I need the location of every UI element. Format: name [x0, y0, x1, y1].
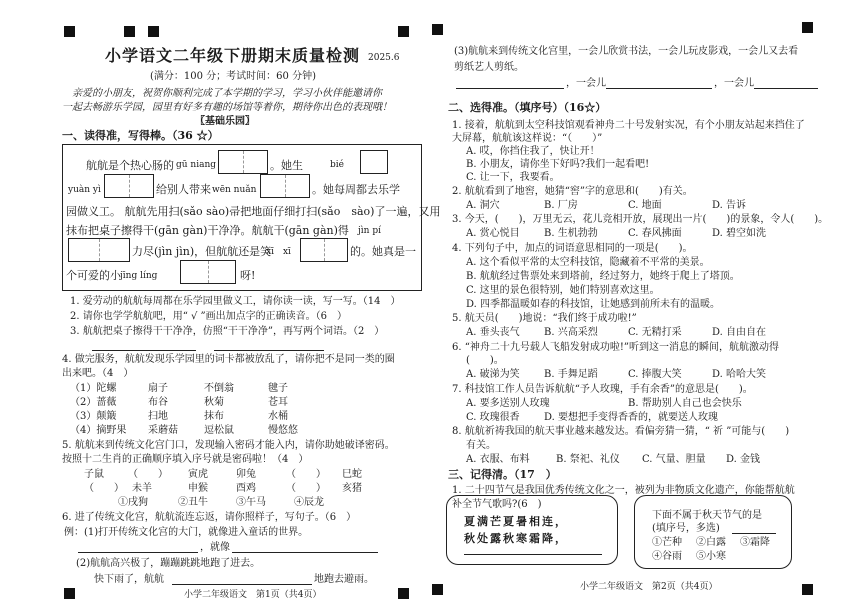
passage-line: 。她生 — [270, 159, 303, 172]
choice-option[interactable]: B. 航航经过售票处来到塔前，经过努力，她终于爬上了塔顶。 — [466, 271, 740, 282]
registration-mark — [802, 22, 813, 33]
zodiac-option: ①戌狗 — [118, 497, 148, 508]
choice-option[interactable]: B. 手舞足蹈 — [544, 369, 598, 380]
choice-question: 3. 今天，( )，万里无云，花儿竞相开放，展现出一片( )的景象，令人( )。 — [452, 214, 829, 225]
word-group[interactable]: （4）摘野果 — [70, 425, 127, 436]
passage-line: 个可爱的小 — [66, 269, 121, 282]
answer-line[interactable] — [606, 88, 712, 89]
answer-line[interactable] — [456, 88, 564, 89]
word-item[interactable]: 水桶 — [268, 411, 288, 422]
section-label: 〖基础乐园〗 — [195, 116, 255, 127]
registration-mark — [432, 584, 443, 595]
box-question-hint: (填序号，多选) — [652, 523, 720, 534]
word-group[interactable]: （2）蔷薇 — [70, 397, 117, 408]
writing-grid[interactable] — [260, 174, 310, 198]
choice-option[interactable]: C. 气量、胆量 — [642, 454, 706, 465]
intro-line-2: 一起去畅游乐学园，园里有好多有趣的场馆等着你，期待你出色的表现哦！ — [62, 102, 392, 113]
sub-question-6: 6. 进了传统文化宫，航航流连忘返，请你照样子，写句子。（6 ） — [62, 512, 357, 523]
passage-line: 给别人带来 — [156, 183, 211, 196]
term-option: ④谷雨 — [652, 551, 682, 562]
pinyin-prompt: wēn nuǎn — [212, 185, 257, 195]
word-item[interactable]: 苍耳 — [268, 397, 288, 408]
exam-meta: (满分：100 分；考试时间：60 分钟) — [150, 71, 316, 82]
sub-question-5: 5. 航航来到传统文化宫门口，发现输入密码才能入内，请你助她破译密码。 — [62, 440, 395, 451]
choice-option[interactable]: C. 无精打采 — [628, 327, 682, 338]
word-item[interactable]: 慢悠悠 — [268, 425, 298, 436]
zodiac-option: ③午马 — [236, 497, 266, 508]
right-page — [430, 0, 860, 608]
choice-option[interactable]: B. 小朋友，请你坐下好吗?我们一起看吧! — [466, 159, 650, 170]
sub-question-3: 3. 航航把桌子擦得干干净净，仿照“干干净净”，再写两个词语。（2 ） — [70, 326, 385, 337]
question-3-heading: 三、记得清。（17 ） — [448, 468, 557, 481]
song-line: 秋处露秋寒霜降， — [464, 532, 568, 545]
pinyin-prompt: jìn pí — [358, 226, 381, 236]
zodiac-option: ②丑牛 — [178, 497, 208, 508]
answer-line[interactable] — [214, 350, 324, 351]
zodiac: 未羊 — [132, 483, 152, 494]
sentence-fragment: 地跑去避雨。 — [314, 574, 374, 585]
writing-grid[interactable] — [180, 260, 236, 284]
choice-option[interactable]: B. 帮助别人自己也会快乐 — [628, 398, 742, 409]
choice-option[interactable]: C. 这里的景色很特别，她们特别喜欢这里。 — [466, 285, 660, 296]
zodiac: 申猴 — [188, 483, 208, 494]
sub-question-4: 4. 做完服务，航航发现乐学园里的词卡都被放乱了，请你把不是同一类的圈 — [62, 354, 395, 365]
choice-question: 7. 科技馆工作人员告诉航航“予人玫瑰，手有余香”的意思是( )。 — [452, 384, 753, 395]
word-group[interactable]: （3）颠簸 — [70, 411, 117, 422]
exam-date: 2025.6 — [368, 53, 400, 63]
pinyin-prompt: xī xī — [266, 247, 291, 257]
registration-mark — [398, 26, 409, 37]
registration-mark — [124, 26, 135, 37]
answer-line[interactable] — [78, 552, 198, 553]
zodiac: 酉鸡 — [236, 483, 256, 494]
answer-line[interactable] — [92, 350, 196, 351]
word-item[interactable]: 扫地 — [148, 411, 168, 422]
choice-question: 1. 接着，航航到太空科技馆观看神舟二十号发射实况，有个小朋友站起来挡住了 — [452, 120, 805, 131]
choice-question: 2. 航航看到了地窖，她猜“窖”字的意思和( )有关。 — [452, 186, 693, 197]
word-item[interactable]: 秋菊 — [204, 397, 224, 408]
registration-mark — [432, 24, 443, 35]
page-footer: 小学二年级语文 第2页（共4页） — [580, 582, 718, 592]
choice-option[interactable]: D. 自由自在 — [712, 327, 767, 338]
exam-title: 小学语文二年级下册期末质量检测 — [105, 46, 361, 65]
example-sentence: 例：(1)打开传统文化宫的大门，就像进入童话的世界。 — [64, 527, 309, 538]
passage-line: 航航是个热心肠的 — [86, 159, 174, 172]
choice-option[interactable]: D. 金钱 — [726, 454, 761, 465]
choice-option[interactable]: A. 要多送别人玫瑰 — [466, 398, 550, 409]
passage-line: 呀! — [240, 269, 256, 282]
choice-option[interactable]: A. 衣服、布料 — [466, 454, 530, 465]
choice-option[interactable]: D. 哈哈大笑 — [712, 369, 767, 380]
pinyin-prompt: jīng líng — [120, 271, 158, 281]
choice-question-cont: 有关。 — [466, 440, 496, 451]
answer-line[interactable] — [464, 554, 602, 555]
word-item[interactable]: 不倒翁 — [204, 383, 234, 394]
sub-question-2: 2. 请你也学学航航吧，用“ √ ”画出加点字的正确读音。（6 ） — [70, 311, 348, 322]
zodiac-blank[interactable]: （ ） — [128, 469, 168, 480]
zodiac-option: ④辰龙 — [294, 497, 324, 508]
sub-question-4-cont: 出来吧。（4 ） — [62, 368, 134, 379]
choice-option[interactable]: C. 春风拂面 — [628, 228, 682, 239]
choice-option[interactable]: D. 四季都温暖如春的科技馆，让她感到前所未有的温暖。 — [466, 299, 721, 310]
choice-option[interactable]: A. 赏心悦目 — [466, 228, 520, 239]
word-item[interactable]: 逗松鼠 — [204, 425, 234, 436]
registration-mark — [64, 26, 75, 37]
pinyin-prompt: yuàn yì — [68, 185, 101, 195]
zodiac: 巳蛇 — [342, 469, 362, 480]
zodiac-blank[interactable]: （ ） — [286, 483, 326, 494]
question-1-heading: 一、读得准，写得棒。（36 ☆） — [62, 129, 219, 142]
term-option: ②白露 — [696, 537, 726, 548]
example-sentence: (2)航航高兴极了，蹦蹦跳跳地跑了进去。 — [76, 558, 261, 569]
writing-grid[interactable] — [300, 238, 348, 262]
registration-mark — [802, 584, 813, 595]
choice-option[interactable]: B. 祭祀、礼仪 — [556, 454, 620, 465]
answer-line[interactable] — [754, 88, 818, 89]
writing-grid[interactable] — [360, 150, 388, 174]
registration-mark — [64, 588, 75, 599]
term-option: ③霜降 — [740, 537, 770, 548]
answer-line[interactable] — [172, 584, 312, 585]
choice-option[interactable]: B. 兴高采烈 — [544, 327, 598, 338]
word-item[interactable]: 布谷 — [148, 397, 168, 408]
memory-question-cont: 补全节气歌吗?(6 ) — [452, 499, 542, 510]
choice-option[interactable]: B. 生机勃勃 — [544, 228, 598, 239]
zodiac: 卯兔 — [236, 469, 256, 480]
choice-option[interactable]: A. 哎，你挡住我了，快让开！ — [466, 146, 600, 157]
choice-option[interactable]: B. 厂房 — [544, 200, 578, 211]
sentence-fragment: ，一会儿 — [566, 78, 606, 89]
choice-option[interactable]: A. 破涕为笑 — [466, 369, 520, 380]
zodiac-blank[interactable]: （ ） — [286, 469, 326, 480]
memory-question: 1. 二十四节气是我国优秀传统文化之一，被列为非物质文化遗产，你能帮航航 — [452, 485, 795, 496]
intro-line-1: 亲爱的小朋友，祝贺你顺利完成了本学期的学习，学习小伙伴能邀请你 — [72, 88, 382, 99]
sub-question-1: 1. 爱劳动的航航每周都在乐学园里做义工，请你读一读，写一写。（14 ） — [70, 296, 401, 307]
term-option: ①芒种 — [652, 537, 682, 548]
zodiac: 寅虎 — [188, 469, 208, 480]
pinyin-prompt: gū niang — [176, 160, 217, 170]
choice-option[interactable]: C. 玫瑰很香 — [466, 412, 520, 423]
sentence-prompt: 剪纸艺人剪纸。 — [454, 62, 524, 73]
word-item[interactable]: 采蘑菇 — [148, 425, 178, 436]
zodiac-blank[interactable]: （ ） — [84, 483, 124, 494]
sentence-prompt: (3)航航来到传统文化宫里，一会儿欣赏书法，一会儿玩皮影戏，一会儿又去看 — [454, 46, 799, 57]
sentence-fragment: ，就像 — [200, 542, 230, 553]
box-question: 下面不属于秋天节气的是 — [652, 510, 762, 521]
choice-option[interactable]: D. 要想把手变得香香的，就要送人玫瑰 — [544, 412, 719, 423]
choice-option[interactable]: A. 洞穴 — [466, 200, 500, 211]
pinyin-prompt: bié — [330, 160, 344, 170]
sentence-fragment: 快下雨了，航航 — [94, 574, 164, 585]
passage-line: 的。她真是一 — [350, 245, 416, 258]
choice-option[interactable]: D. 告诉 — [712, 200, 747, 211]
word-item[interactable]: 扇子 — [148, 383, 168, 394]
choice-option[interactable]: A. 这个看似平常的太空科技馆，隐藏着不平常的美景。 — [466, 257, 710, 268]
passage-line: 抹布把桌子擦得干(gān gàn)干净净。航航干(gān gàn)得 — [66, 224, 349, 237]
writing-grid[interactable] — [68, 238, 130, 262]
writing-grid[interactable] — [218, 150, 268, 174]
choice-option[interactable]: C. 地面 — [628, 200, 662, 211]
choice-option[interactable]: D. 碧空如洗 — [712, 228, 767, 239]
zodiac: 亥猪 — [342, 483, 362, 494]
choice-question: 4. 下列句子中，加点的词语意思相同的一项是( )。 — [452, 243, 693, 254]
choice-question: 6. “神舟二十九号载人飞船发射成功啦!”听到这一消息的瞬间，航航激动得 — [452, 342, 779, 353]
choice-question: 5. 航天员( )地说：“我们终于成功啦!” — [452, 313, 637, 324]
choice-option[interactable]: C. 捧腹大笑 — [628, 369, 682, 380]
term-option: ⑤小寒 — [696, 551, 726, 562]
choice-option[interactable]: C. 让一下，我要看。 — [466, 172, 560, 183]
answer-line[interactable] — [732, 533, 776, 534]
registration-mark — [148, 26, 159, 37]
choice-option[interactable]: A. 垂头丧气 — [466, 327, 520, 338]
sentence-fragment: ，一会儿 — [714, 78, 754, 89]
page-footer: 小学二年级语文 第1页（共4页） — [184, 590, 322, 600]
word-group[interactable]: （1）陀螺 — [70, 383, 117, 394]
registration-mark — [398, 588, 409, 599]
choice-question-cont: ( )。 — [466, 355, 504, 366]
word-item[interactable]: 抹布 — [204, 411, 224, 422]
choice-question-cont: 大屏幕，航航该这样说：“（ ）” — [452, 133, 603, 144]
choice-question: 8. 航航祈祷我国的航天事业越来越发达。看偏旁猜一猜，“ 祈 ”可能与( ) — [452, 426, 790, 437]
word-item[interactable]: 毽子 — [268, 383, 288, 394]
passage-line: 力尽(jìn jìn)，但航航还是笑 — [132, 245, 272, 258]
sub-question-5-cont: 按照十二生肖的正确顺序填入序号就是密码啦！（4 ） — [62, 454, 309, 465]
zodiac: 子鼠 — [84, 469, 104, 480]
passage-line: 。她每周都去乐学 — [312, 183, 400, 196]
answer-line[interactable] — [232, 552, 378, 553]
song-line: 夏满芒夏暑相连， — [464, 515, 568, 528]
writing-grid[interactable] — [104, 174, 154, 198]
passage-line: 园做义工。 航航先用扫(sǎo sào)帚把地面仔细打扫(sǎo sào)了一遍，又用 — [66, 205, 441, 218]
question-2-heading: 二、选得准。（填序号）（16☆） — [448, 101, 607, 114]
